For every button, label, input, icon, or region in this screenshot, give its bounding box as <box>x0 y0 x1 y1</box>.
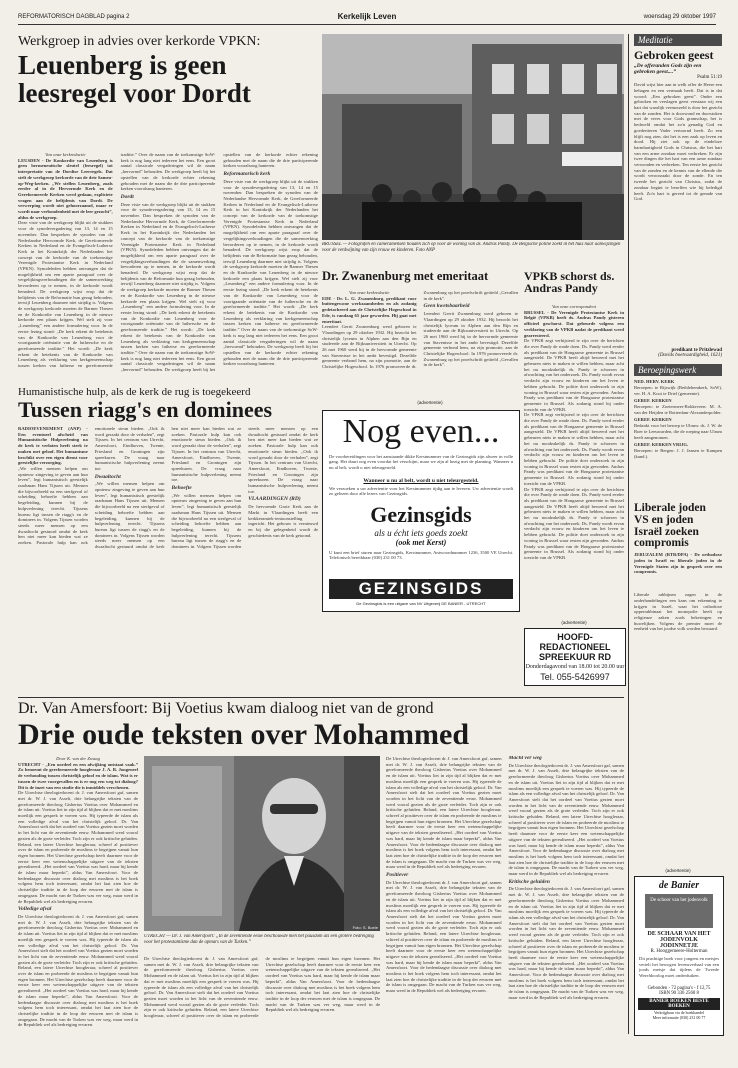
emeritaat-lead: EDE - Dr. L. G. Zwanenburg, predikant voor buitengewone werkzaamheden en als zodanig gedetacheerd aan de Christelijke Hogeschool in Ede, is vandaag 65 jaar geworden. Hij gaat met emeritaat. <box>322 295 417 324</box>
beroep-head-3: GEREF. KERKEN <box>634 417 672 423</box>
humanistisch-sub3: VLAARDINGEN (RD) <box>248 496 301 503</box>
advert-note: (advertentie) <box>417 400 443 405</box>
meditatie-author: predikant te Pritzlewad <box>671 348 722 354</box>
voetius-lead: UTRECHT - „Een oordeel en een afwijking ontstaat vaak.” Zo benoemt de gereformeerde hoogleraar J. A. B. Jongeneel de verhouding tussen christelijk geloof en de islam. Wat is er tussen de twee voorgevallen en is er nog een weg tot dialoog? Dit is de inzet van een studie die is inmiddels verschenen. <box>18 761 138 790</box>
gezinsgids-logo-sub: De Gezinsgids is een uitgave van NV Uitgeverij DE BANIER - UTRECHT <box>356 601 486 606</box>
voetius-text-4: De Utrechtse theologiedocent dr. J. van Amersfoort gaf, samen met dr. W. J. van Asselt, drie belangrijke teksten van de gereformeerde theoloog Gisbertus Voetius over Mohammed en de islam uit. Voetius liet in zijn tijd al blijken dat er met moslims moeilijk een gesprek te voeren was. Hij typeerde de islam als een volledige afval van het christelijk geloof. Dr. Van Amersfoort stelt dat het oordeel van Voetius gezien moet worden in het licht van de zeventiende eeuw. Mohammed werd vooral gezien als de grote verleider. Toch zijn er ook kritische geluiden. Reland, een latere Utrechtse hoogleraar, schreef al positiever over de islam en probeerde de moslims te begrijpen vanuit hun eigen bronnen. Het Utrechtse gezelschap heeft daarmee voor de eerste keer een wetenschappelijke uitgave van de teksten gerealiseerd. „Het oordeel van Voetius was hard, maar hij kende de islam maar beperkt”, aldus Van Amersfoort. Voor de hedendaagse discussie over dialoog met moslims is het boek volgens hem toch interessant, omdat het laat zien hoe de christelijke traditie in de loop der eeuwen met de islam is omgegaan. De macht van de Turken was ver weg, maar werd in de Republiek wel als bedreiging ervaren. <box>386 756 502 870</box>
banier-isbn: ISBN 90 336 2560 8 <box>659 991 699 996</box>
portrait-photo-icon <box>144 756 380 931</box>
ad-nog-bold: Wanneer u nu al belt, wordt u niet teleurgesteld. <box>363 477 479 484</box>
beroep-text-3: Bedankt voor het beroep te Ulrum: ds. J. W. de Boer te Leeuwarden, die de roeping naar Ulrum heeft aangenomen. <box>634 423 722 440</box>
banier-book-sub: JODINNETJE <box>659 943 698 949</box>
divider <box>18 697 624 698</box>
voetius-byline: Door K. van der Zwaag <box>56 756 100 761</box>
banier-footer2: Verkrijgbaar via de boekhandel <box>653 1010 705 1015</box>
gezinsgids-ad <box>322 410 520 612</box>
lead-intro: LEUSDEN - De Konkordie van Leuenberg is geen hermeneutische sleutel (leesregel) tot interpretatie van de Dordtse Leerregels. Dat stelt de werkgroep kerkorde van de drie Samen-op-Weg-kerken. „We stellen Leuenberg, zoals eerder al in de Hervormde Kerk en de Gereformeerde Kerken werd gedaan, expliciete vragen aan de belijdenis van Dordt. De verwerping wordt niet gehoorzaamd, maar er wordt naar verbondenheid met de leer gezocht”, aldus de werkgroep. <box>18 157 113 220</box>
lead-headline: Leuenberg is geen leesregel voor Dordt <box>18 50 251 108</box>
vpkb-text-2: De VPKB zegt verbijsterd te zijn over de berichten die over Pandy de ronde doen. Ds. Pandy werd eerder als predikant van de Hongaarse gemeente in Brussel aangesteld. De VPKB heeft altijd beweerd met het gebeuren niets te maken te willen hebben, maar acht het nu noodzakelijk ds. Pandy te schorsen in afwachting van het onderzoek. Ds. Pandy wordt ervan verdacht zijn vrouw en kinderen om het leven te hebben gebracht. De politie doet onderzoek in zijn woning in Brussel waar resten zijn gevonden. Andras Pandy was predikant van de Hongaarse protestantse gemeente in Brussel. Als zodanig stond hij onder toezicht van de VPKB. <box>524 412 624 486</box>
street-photo-icon <box>322 34 624 240</box>
banier-brand: de Banier <box>658 880 700 891</box>
banier-book-title: DE SCHAAR VAN HET JODENVOLK <box>647 931 711 943</box>
voetius-sub4: Kritische geluiden <box>508 878 550 885</box>
lead-text: Deze visie van de werkgroep blijkt uit de stukken voor de synodevergadering van 13, 14 en 15 november. Dan bespreken de synoden van de Nederlandse Hervormde Kerk, de Gereformeerde Kerken in Nederland en de Evangelisch-Lutherse Kerk in het Koninkrijk der Nederlanden het concept van de kerkorde van de toekomstige Verenigde Protestantse Kerk in Nederland (VPKN). Synodeleden hebben ontvangen dat de mogelijkheid om een aparte paragraaf over de vergelijkingsverhoudingen die de samenwerking bevorderen op te nemen, in de kerkorde wordt benaderd. De werkgroep wijst erop dat de belijdenis van de Reformatie hun gezag behouden, terwijl Leuenberg daarmee niet strijdig is. Volgens de werkgroep kerkorde moeten de Barmer Thesen en de Konkordie van Leuenberg in de nieuwe kerkorde een plaats krijgen. Wel stelt zij voor „Leuenberg” een andere formulering voor. In de eerste lezing stond: „De kerk erkent de betekenis van de Konkordie van Leuenberg voor de voortgaande oriëntatie van de luthersche en de gereformeerde traditie.” Het wordt: „De kerk erkent de betekenis van de Konkordie van Leuenberg als verklaring van kerkgemeenschap tussen kerken van lutherse en gereformeerde traditie.” Over de naam van de toekomstige SoW-kerk is nog lang niet iedereen het eens. Een groot aantal classicale vergaderingen wil de naam „hervormd” behouden. De werkgroep heeft bij het opstellen van de kerkorde echter rekening gehouden met de naam die de drie participerende kerken vooralsnog hanteren. <box>18 152 216 369</box>
humanistisch-sub2: Behoefte <box>171 485 192 492</box>
ad-gezinsgids-title: Gezinsgids <box>370 501 472 527</box>
beroepingswerk-label: Beroepingswerk <box>634 364 722 376</box>
beroep-head-4: GEREF. KERKEN VRIJG. <box>634 442 689 448</box>
banier-note: (advertentie) <box>665 868 691 873</box>
lead-byline: Van onze kerkredactie <box>45 152 86 157</box>
emeritaat-headline: Dr. Zwanenburg met emeritaat <box>322 269 489 283</box>
voetius-text-6: De Utrechtse theologiedocent dr. J. van Amersfoort gaf, samen met dr. W. J. van Asselt, drie belangrijke teksten van de gereformeerde theoloog Gisbertus Voetius over Mohammed en de islam uit. Voetius liet in zijn tijd al blijken dat er met moslims moeilijk een gesprek te voeren was. Hij typeerde de islam als een volledige afval van het christelijk geloof. Dr. Van Amersfoort stelt dat het oordeel van Voetius gezien moet worden in het licht van de zeventiende eeuw. Mohammed werd vooral gezien als de grote verleider. Toch zijn er ook kritische geluiden. Reland, een latere Utrechtse hoogleraar, schreef al positiever over de islam en probeerde de moslims te begrijpen vanuit hun eigen bronnen. Het Utrechtse gezelschap heeft daarmee voor de eerste keer een wetenschappelijke uitgave van de teksten gerealiseerd. „Het oordeel van Voetius was hard, maar hij kende de islam maar beperkt”, aldus Van Amersfoort. Voor de hedendaagse discussie over dialoog met moslims is het boek volgens hem toch interessant, omdat het laat zien hoe de christelijke traditie in de loop der eeuwen met de islam is omgegaan. De macht van de Turken was ver weg, maar werd in de Republiek wel als bedreiging ervaren. <box>508 762 624 877</box>
voetius-headline-small: Dr. Van Amersfoort: Bij Voetius kwam dialoog niet van de grond <box>18 700 434 717</box>
emeritaat-text-2: Leendert Gerrit Zwanenburg werd geboren te Vlaardingen op 29 oktober 1932. Hij bezocht het christelijk lyceum in Alphen aan den Rijn en studeerde aan de Rijksuniversiteit in Utrecht. Op 26 mei 1960 werd hij in de hervormde gemeente van Stavenisse in het ambt bevestigd. Dezelfde gemeente verbond hem, na zijn promotie, aan de Christelijke Hogeschool. In 1976 promoveerde dr. Zwanenburg op het proefschrift getiteld „Gevallen in de kerk”. <box>423 311 518 368</box>
voetius-col3 <box>386 756 624 1036</box>
beroep-head-2: GEREF. KERKEN <box>634 398 672 404</box>
vpkb-headline: VPKB schorst ds. Andras Pandy <box>524 269 615 296</box>
voetius-caption: UTRECHT — Dr. J. van Amersfoort: „In de zeventiende eeuw beschouwde men het pausdom als een grotere bedreiging voor het protestantisme dan de opmars van de Turken.” <box>144 934 374 945</box>
emeritaat-byline: Van onze kerkredactie <box>349 290 390 295</box>
lead-text-3: Deze visie van de werkgroep blijkt uit de stukken voor de synodevergadering van 13, 14 en 15 november. Dan bespreken de synoden van de Nederlandse Hervormde Kerk, de Gereformeerde Kerken in Nederland en de Evangelisch-Lutherse Kerk in het Koninkrijk der Nederlanden het concept van de kerkorde van de toekomstige Verenigde Protestantse Kerk in Nederland (VPKN). Synodeleden hebben ontvangen dat de mogelijkheid om een aparte paragraaf over de vergelijkingsverhoudingen die de samenwerking bevorderen op te nemen, in de kerkorde wordt benaderd. De werkgroep wijst erop dat de belijdenis van de Reformatie hun gezag behouden, terwijl Leuenberg daarmee niet strijdig is. Volgens de werkgroep kerkorde moeten de Barmer Thesen en de Konkordie van Leuenberg in de nieuwe kerkorde een plaats krijgen. Wel stelt zij voor „Leuenberg” een andere formulering voor. In de eerste lezing stond: „De kerk erkent de betekenis van de Konkordie van Leuenberg voor de voortgaande oriëntatie van de luthersche en de gereformeerde traditie.” Het wordt: „De kerk erkent de betekenis van de Konkordie van Leuenberg als verklaring van kerkgemeenschap tussen kerken van lutherse en gereformeerde traditie.” Over de naam van de toekomstige SoW-kerk is nog lang niet iedereen het eens. Een groot aantal classicale vergaderingen wil de naam „hervormd” behouden. De werkgroep heeft bij het opstellen van de kerkorde echter rekening gehouden met de naam die de drie participerende kerken vooralsnog hanteren. <box>223 178 318 367</box>
lead-text-2: Deze visie van de werkgroep blijkt uit de stukken voor de synodevergadering van 13, 14 en 15 november. Dan bespreken de synoden van de Nederlandse Hervormde Kerk, de Gereformeerde Kerken in Nederland en de Evangelisch-Lutherse Kerk in het Koninkrijk der Nederlanden het concept van de kerkorde van de toekomstige Verenigde Protestantse Kerk in Nederland (VPKN). Synodeleden hebben ontvangen dat de mogelijkheid om een aparte paragraaf over de vergelijkingsverhoudingen die de samenwerking bevorderen op te nemen, in de kerkorde wordt benaderd. De werkgroep wijst erop dat de belijdenis van de Reformatie hun gezag behouden, terwijl Leuenberg daarmee niet strijdig is. Volgens de werkgroep kerkorde moeten de Barmer Thesen en de Konkordie van Leuenberg in de nieuwe kerkorde een plaats krijgen. Wel stelt zij voor „Leuenberg” een andere formulering voor. In de eerste lezing stond: „De kerk erkent de betekenis van de Konkordie van Leuenberg voor de voortgaande oriëntatie van de luthersche en de gereformeerde traditie.” Het wordt: „De kerk erkent de betekenis van de Konkordie van Leuenberg als verklaring van kerkgemeenschap tussen kerken van lutherse en gereformeerde traditie.” Over de naam van de toekomstige SoW-kerk is nog lang niet iedereen het eens. Een groot aantal classicale vergaderingen wil de naam „hervormd” behouden. De werkgroep heeft bij het opstellen van de kerkorde echter rekening gehouden met de naam die de drie participerende kerken vooralsnog hanteren. <box>120 152 318 373</box>
lead-kicker: Werkgroep in advies over kerkorde VPKN: <box>18 34 261 49</box>
vpkb-article <box>524 270 624 294</box>
vpkb-lead: BRUSSEL - De Verenigde Protestantse Kerk in België (VPKB) heeft ds. Andras Pandy gisteren officieel geschorst. Dat gebeurde volgens een verklaring van de VPKB nadat de predikant werd gearresteerd. <box>524 309 624 338</box>
ad-nog-title: Nog even... <box>342 413 500 450</box>
banier-book-cover: De schoor van het jodenvolk <box>645 894 713 928</box>
emeritaat-body <box>322 290 518 398</box>
spreekuur-note: (advertentie) <box>561 620 587 625</box>
jeruzalem-body: Liberale rabbijnen zagen in de onderhandelingen een kans om erkenning te krijgen in Israël, waar het orthodoxe opperrabbinaat het monopolie heeft op religieuze zaken zoals bekeringen en huwelijken. Volgens de premier moet de eenheid van het joodse volk worden bewaard. <box>634 592 722 632</box>
meditatie-author2: (Davids boetvaardigheid, 1621) <box>658 353 722 359</box>
beroep-head-1: NED. HERV. KERK <box>634 379 675 385</box>
beroepingswerk-list <box>634 379 722 499</box>
meditatie-body: David wijst hier aan in welk offer de Heere een behagen en een vermaak heeft. Dat is in dat woord: „Een gebroken geest”. Onder een gebroken en verslagen geest verstaan wij een hart dat waarlijk vermorzeld is door het gezicht van de zonden. Het is doorwond en doorstoken met de vrees voor Gods gramschap, het is bedroefd omdat het zo'n genadig God en goedertieren Vader vertoornd heeft. Zo een blijft nog zien, dat het is een zaak op leven en dood. Hij ziet ook op de eindeloze barmhartigheid Gods in Christus, die het hart van een arme zondaar moet verbreken. Er zijn twee dingen die het hart van een arme zondaar verwonden en verbreken. Ten eerste het gezicht van de zonden en de kennis van de ellende die wordt veroorzaakt door de zonde. En ten tweede het gezicht van Christus, zodat de zondaar begint te beseffen wie hij beledigd heeft. Zo'n hart is gereed tot de genade van God. <box>634 82 722 202</box>
beroep-text-4: Beroepen: te Bergen: J. J. Jansen te Kampen (kand.). <box>634 447 722 459</box>
meditatie-ref: Psalm 51:19 <box>697 75 722 81</box>
page-header <box>18 10 716 25</box>
emeritaat-text: Leendert Gerrit Zwanenburg werd geboren te Vlaardingen op 29 oktober 1932. Hij bezocht het christelijk lyceum in Alphen aan den Rijn en studeerde aan de Rijksuniversiteit in Utrecht. Op 26 mei 1960 werd hij in de hervormde gemeente van Stavenisse in het ambt bevestigd. Dezelfde gemeente verbond hem, na zijn promotie, aan de Christelijke Hogeschool. In 1976 promoveerde dr. Zwanenburg op het proefschrift getiteld „Gevallen in de kerk”. <box>322 290 518 370</box>
emeritaat-article <box>322 270 518 283</box>
humanistisch-text-4: De hervormde Grote Kerk aan de Markt in Vlaardingen heeft een kerkkeramiek-tentoonstelling ingericht. Het gebouw is vernieuwd en bij die gelegenheid wordt de geschiedenis van de kerk getoond. <box>248 504 318 538</box>
ad-gezinsgids-sub2: (ook met Kerst) <box>395 537 447 547</box>
meditatie-title: Gebroken geest <box>634 48 714 62</box>
gezinsgids-logo: GEZINSGIDS <box>329 579 513 599</box>
humanistisch-text-3: „We willen mensen helpen om opnieuw zingeving te geven aan hun leven”, legt humanistisch geestelijk raadsman Hans Tijssen uit. Mensen die bijvoorbeeld na een sterfgeval of scheiding behoefte hebben aan begeleiding, kunnen bij de hulpverlening terecht. Tijssens bureau ligt tussen de riagg's en de dominees in. Volgens Tijssen worden steeds meer mensen op een dwaaltocht gestuurd omdat de kerk hen niet meer kan bieden wat ze zoeken. Pastorale hulp kan ook emotionele steun bieden. „Ook ik word geraakt door de verhalen”, zegt Tijssen. In het centrum van Utrecht, Amersfoort, Eindhoven, Twente, Friesland en Groningen zijn spreekuren. De vraag naar humanistische hulpverlening neemt toe. <box>171 426 318 550</box>
ad-gezinsgids-sub: als u écht iets goeds zoekt <box>374 527 468 538</box>
ad-nog-text2: We verzoeken u uw advertentie voor het Kerstnummer tijdig aan te leveren. Uw advertentie wordt zo gelezen door alle lezers van Gezinsgids. <box>329 485 513 497</box>
voetius-text-3: De Utrechtse theologiedocent dr. J. van Amersfoort gaf, samen met dr. W. J. van Asselt, drie belangrijke teksten van de gereformeerde theoloog Gisbertus Voetius over Mohammed en de islam uit. Voetius liet in zijn tijd al blijken dat er met moslims moeilijk een gesprek te voeren was. Hij typeerde de islam als een volledige afval van het christelijk geloof. Dr. Van Amersfoort stelt dat het oordeel van Voetius gezien moet worden in het licht van de zeventiende eeuw. Mohammed werd vooral gezien als de grote verleider. Toch zijn er ook kritische geluiden. Reland, een latere Utrechtse hoogleraar, schreef al positiever over de islam en probeerde de moslims te begrijpen vanuit hun eigen bronnen. Het Utrechtse gezelschap heeft daarmee voor de eerste keer een wetenschappelijke uitgave van de teksten gerealiseerd. „Het oordeel van Voetius was hard, maar hij kende de islam maar beperkt”, aldus Van Amersfoort. Voor de hedendaagse discussie over dialoog met moslims is het boek volgens hem toch interessant, omdat het laat zien hoe de christelijke traditie in de loop der eeuwen met de islam is omgegaan. De macht van de Turken was ver weg, maar werd in de Republiek wel als bedreiging ervaren. <box>144 956 380 1019</box>
banier-footer: BANIER BOEKEN BESTE BOEKEN <box>638 998 720 1010</box>
voetius-sub3: Macht ver weg <box>508 756 542 761</box>
spreekuur-ad <box>524 628 626 686</box>
section-title: Kerkelijk Leven <box>337 12 397 21</box>
humanistisch-kicker: Humanistische hulp, als de kerk de rug is toegekeerd <box>18 386 251 398</box>
lead-body <box>18 152 318 382</box>
header-date: woensdag 29 oktober 1997 <box>643 14 716 20</box>
banier-ad <box>634 876 724 1036</box>
banier-text: Dit prachtige boek voor jongens en meisjes vertelt het bewogen levensverhaal van een joods meisje dat tijdens de Tweede Wereldoorlog moet onderduiken. <box>639 956 719 979</box>
emeritaat-sub: Geen kwetsbaarheid <box>423 303 470 310</box>
humanistisch-article <box>18 386 318 421</box>
voetius-headline: Drie oude teksten over Mohammed <box>18 718 470 751</box>
banier-footer3: Meer informatie (030) 231 00 77 <box>652 1015 706 1020</box>
humanistisch-lead: RADIOEVENEMENT (ANP) - Een eventueel afscheid van Humanistische Hulpverlening na de kerk te verlaten heeft sterk te maken met geloof. Het humanisme beschikt over een eigen dienst voor geestelijke verzorging. <box>18 426 88 466</box>
beroep-text-1: Beroepen: te Rijswijk (Bethlehemkerk, SoW), ver. H. A. Kooi te Driel (gemeente). <box>634 384 722 396</box>
vpkb-text: De VPKB zegt verbijsterd te zijn over de berichten die over Pandy de ronde doen. Ds. Pandy werd eerder als predikant van de Hongaarse gemeente in Brussel aangesteld. De VPKB heeft altijd beweerd met het gebeuren niets te maken te willen hebben, maar acht het nu noodzakelijk ds. Pandy te schorsen in afwachting van het onderzoek. Ds. Pandy wordt ervan verdacht zijn vrouw en kinderen om het leven te hebben gebracht. De politie doet onderzoek in zijn woning in Brussel waar resten zijn gevonden. Andras Pandy was predikant van de Hongaarse protestantse gemeente in Brussel. Als zodanig stond hij onder toezicht van de VPKB. <box>524 338 624 412</box>
humanistisch-text: „We willen mensen helpen om opnieuw zingeving te geven aan hun leven”, legt humanistisch geestelijk raadsman Hans Tijssen uit. Mensen die bijvoorbeeld na een sterfgeval of scheiding behoefte hebben aan begeleiding, kunnen bij de hulpverlening terecht. Tijssens bureau ligt tussen de riagg's en de dominees in. Volgens Tijssen worden steeds meer mensen op een dwaaltocht gestuurd omdat de kerk hen niet meer kan bieden wat ze zoeken. Pastorale hulp kan ook emotionele steun bieden. „Ook ik word geraakt door de verhalen”, zegt Tijssen. In het centrum van Utrecht, Amersfoort, Eindhoven, Twente, Friesland en Groningen zijn spreekuren. De vraag naar humanistische hulpverlening neemt toe. <box>18 426 165 546</box>
lead-sub-reformatorisch: Reformatorisch kerk <box>223 171 271 178</box>
sidebar <box>634 34 722 732</box>
voetius-sub2: Positiever <box>386 872 409 879</box>
lead-article <box>18 34 318 107</box>
voetius-article <box>18 700 624 751</box>
humanistisch-sub: Dwaaltocht <box>94 473 121 480</box>
vpkb-text-3: De VPKB zegt verbijsterd te zijn over de berichten die over Pandy de ronde doen. Ds. Pandy werd eerder als predikant van de Hongaarse gemeente in Brussel aangesteld. De VPKB heeft altijd beweerd met het gebeuren niets te maken te willen hebben, maar acht het nu noodzakelijk ds. Pandy te schorsen in afwachting van het onderzoek. Ds. Pandy wordt ervan verdacht zijn vrouw en kinderen om het leven te hebben gebracht. De politie doet onderzoek in zijn woning in Brussel waar resten zijn gevonden. Andras Pandy was predikant van de Hongaarse protestantse gemeente in Brussel. Als zodanig stond hij onder toezicht van de VPKB. <box>524 486 624 560</box>
spreekuur-when: Donderdagavond van 18.00 tot 20.00 uur <box>525 664 625 670</box>
sidebar-divider <box>628 34 629 1034</box>
beroep-text-2: Beroepen: te Zoetermeer-Rokkeveen: M. A. van der Heijden te Rotterdam-Alexanderpolder. <box>634 404 722 415</box>
spreekuur-tel: Tel. 055-5426997 <box>540 672 610 682</box>
header-left: REFORMATORISCH DAGBLAD pagina 2 <box>18 14 130 20</box>
voetius-text-2: De Utrechtse theologiedocent dr. J. van Amersfoort gaf, samen met dr. W. J. van Asselt, drie belangrijke teksten van de gereformeerde theoloog Gisbertus Voetius over Mohammed en de islam uit. Voetius liet in zijn tijd al blijken dat er met moslims moeilijk een gesprek te voeren was. Hij typeerde de islam als een volledige afval van het christelijk geloof. Dr. Van Amersfoort stelt dat het oordeel van Voetius gezien moet worden in het licht van de zeventiende eeuw. Mohammed werd vooral gezien als de grote verleider. Toch zijn er ook kritische geluiden. Reland, een latere Utrechtse hoogleraar, schreef al positiever over de islam en probeerde de moslims te begrijpen vanuit hun eigen bronnen. Het Utrechtse gezelschap heeft daarmee voor de eerste keer een wetenschappelijke uitgave van de teksten gerealiseerd. „Het oordeel van Voetius was hard, maar hij kende de islam maar beperkt”, aldus Van Amersfoort. Voor de hedendaagse discussie over dialoog met moslims is het boek volgens hem toch interessant, omdat het laat zien hoe de christelijke traditie in de loop der eeuwen met de islam is omgegaan. De macht van de Turken was ver weg, maar werd in de Republiek wel als bedreiging ervaren. <box>18 913 138 1028</box>
amersfoort-photo <box>144 756 380 931</box>
vpkb-byline: Van onze correspondent <box>552 304 596 309</box>
voetius-sub1: Volledige afval <box>18 906 52 913</box>
vpkb-body <box>524 304 624 614</box>
meditatie-quote: „De offeranden Gods zijn een gebroken geest....” <box>634 63 702 76</box>
jeruzalem-headline: Liberale joden VS en joden Israël zoeken compromis <box>634 502 706 550</box>
banier-author: R. Hooggemeere-Holterman <box>650 949 708 954</box>
meditatie-label: Meditatie <box>634 34 722 46</box>
voetius-photo-credit: Foto: S. Boele <box>352 925 378 930</box>
humanistisch-body <box>18 426 318 694</box>
pandy-house-photo <box>322 34 624 240</box>
humanistisch-text-2: „We willen mensen helpen om opnieuw zingeving te geven aan hun leven”, legt humanistisch geestelijk raadsman Hans Tijssen uit. Mensen die bijvoorbeeld na een sterfgeval of scheiding behoefte hebben aan begeleiding, kunnen bij de hulpverlening terecht. Tijssens bureau ligt tussen de riagg's en de dominees in. Volgens Tijssen worden steeds meer mensen op een dwaaltocht gestuurd omdat de kerk hen niet meer kan bieden wat ze zoeken. Pastorale hulp kan ook emotionele steun bieden. „Ook ik word geraakt door de verhalen”, zegt Tijssen. In het centrum van Utrecht, Amersfoort, Eindhoven, Twente, Friesland en Groningen zijn spreekuren. De vraag naar humanistische hulpverlening neemt toe. <box>94 426 242 550</box>
spreekuur-title: HOOFD-REDACTIONEEL SPREEKUUR RD <box>538 632 611 662</box>
main-photo-caption: BRUSSEL — Fotografen en cameramensen houden zich op voor de woning van ds. Andras Pandy. De Belgische politie zoekt in het huis naar aanwijzingen voor de verdwijning van zijn vrouw en kinderen. Foto ANP <box>322 242 621 253</box>
ad-nog-text: De voorbereidingen voor het aanstaande dikke Kerstnummer van de Gezinsgids zijn alweer in volle gang. Het duurt nog even voordat het verschijnt, maar we zijn al bezig met de planning. Wanneer u nu al belt, wordt u niet teleurgesteld. <box>329 453 513 471</box>
voetius-col2 <box>144 956 380 1036</box>
voetius-text-5: De Utrechtse theologiedocent dr. J. van Amersfoort gaf, samen met dr. W. J. van Asselt, drie belangrijke teksten van de gereformeerde theoloog Gisbertus Voetius over Mohammed en de islam uit. Voetius liet in zijn tijd al blijken dat er met moslims moeilijk een gesprek te voeren was. Hij typeerde de islam als een volledige afval van het christelijk geloof. Dr. Van Amersfoort stelt dat het oordeel van Voetius gezien moet worden in het licht van de zeventiende eeuw. Mohammed werd vooral gezien als de grote verleider. Toch zijn er ook kritische geluiden. Reland, een latere Utrechtse hoogleraar, schreef al positiever over de islam en probeerde de moslims te begrijpen vanuit hun eigen bronnen. Het Utrechtse gezelschap heeft daarmee voor de eerste keer een wetenschappelijke uitgave van de teksten gerealiseerd. „Het oordeel van Voetius was hard, maar hij kende de islam maar beperkt”, aldus Van Amersfoort. Voor de hedendaagse discussie over dialoog met moslims is het boek volgens hem toch interessant, omdat het laat zien hoe de christelijke traditie in de loop der eeuwen met de islam is omgegaan. De macht van de Turken was ver weg, maar werd in de Republiek wel als bedreiging ervaren. <box>386 879 502 994</box>
ad-nog-contact: U kunt een brief sturen naar Gezinsgids, Kerstnummer, Antwoordnummer 1236, 3500 VE Utrecht. Telefonisch bereikbaar (030) 231 00 73. <box>329 549 513 561</box>
voetius-col1 <box>18 756 138 1036</box>
voetius-text: De Utrechtse theologiedocent dr. J. van Amersfoort gaf, samen met dr. W. J. van Asselt, drie belangrijke teksten van de gereformeerde theoloog Gisbertus Voetius over Mohammed en de islam uit. Voetius liet in zijn tijd al blijken dat er met moslims moeilijk een gesprek te voeren was. Hij typeerde de islam als een volledige afval van het christelijk geloof. Dr. Van Amersfoort stelt dat het oordeel van Voetius gezien moet worden in het licht van de zeventiende eeuw. Mohammed werd vooral gezien als de grote verleider. Toch zijn er ook kritische geluiden. Reland, een latere Utrechtse hoogleraar, schreef al positiever over de islam en probeerde de moslims te begrijpen vanuit hun eigen bronnen. Het Utrechtse gezelschap heeft daarmee voor de eerste keer een wetenschappelijke uitgave van de teksten gerealiseerd. „Het oordeel van Voetius was hard, maar hij kende de islam maar beperkt”, aldus Van Amersfoort. Voor de hedendaagse discussie over dialoog met moslims is het boek volgens hem toch interessant, omdat het laat zien hoe de christelijke traditie in de loop der eeuwen met de islam is omgegaan. De macht van de Turken was ver weg, maar werd in de Republiek wel als bedreiging ervaren. <box>18 790 138 904</box>
jeruzalem-lead: JERUZALEM (RTR/DPA) - De orthodoxe joden in Israël en liberale joden in de Verenigde Staten zijn in gesprek over een compromis. <box>634 552 722 575</box>
humanistisch-headline: Tussen riagg's en dominees <box>18 397 273 422</box>
voetius-text-7: De Utrechtse theologiedocent dr. J. van Amersfoort gaf, samen met dr. W. J. van Asselt, drie belangrijke teksten van de gereformeerde theoloog Gisbertus Voetius over Mohammed en de islam uit. Voetius liet in zijn tijd al blijken dat er met moslims moeilijk een gesprek te voeren was. Hij typeerde de islam als een volledige afval van het christelijk geloof. Dr. Van Amersfoort stelt dat het oordeel van Voetius gezien moet worden in het licht van de zeventiende eeuw. Mohammed werd vooral gezien als de grote verleider. Toch zijn er ook kritische geluiden. Reland, een latere Utrechtse hoogleraar, schreef al positiever over de islam en probeerde de moslims te begrijpen vanuit hun eigen bronnen. Het Utrechtse gezelschap heeft daarmee voor de eerste keer een wetenschappelijke uitgave van de teksten gerealiseerd. „Het oordeel van Voetius was hard, maar hij kende de islam maar beperkt”, aldus Van Amersfoort. Voor de hedendaagse discussie over dialoog met moslims is het boek volgens hem toch interessant, omdat het laat zien hoe de christelijke traditie in de loop der eeuwen met de islam is omgegaan. De macht van de Turken was ver weg, maar werd in de Republiek wel als bedreiging ervaren. <box>508 886 624 1000</box>
banier-price: Gebonden - 72 pagina's - f 12,75 <box>647 986 711 991</box>
lead-sub-dordt: Dordt <box>120 193 134 200</box>
